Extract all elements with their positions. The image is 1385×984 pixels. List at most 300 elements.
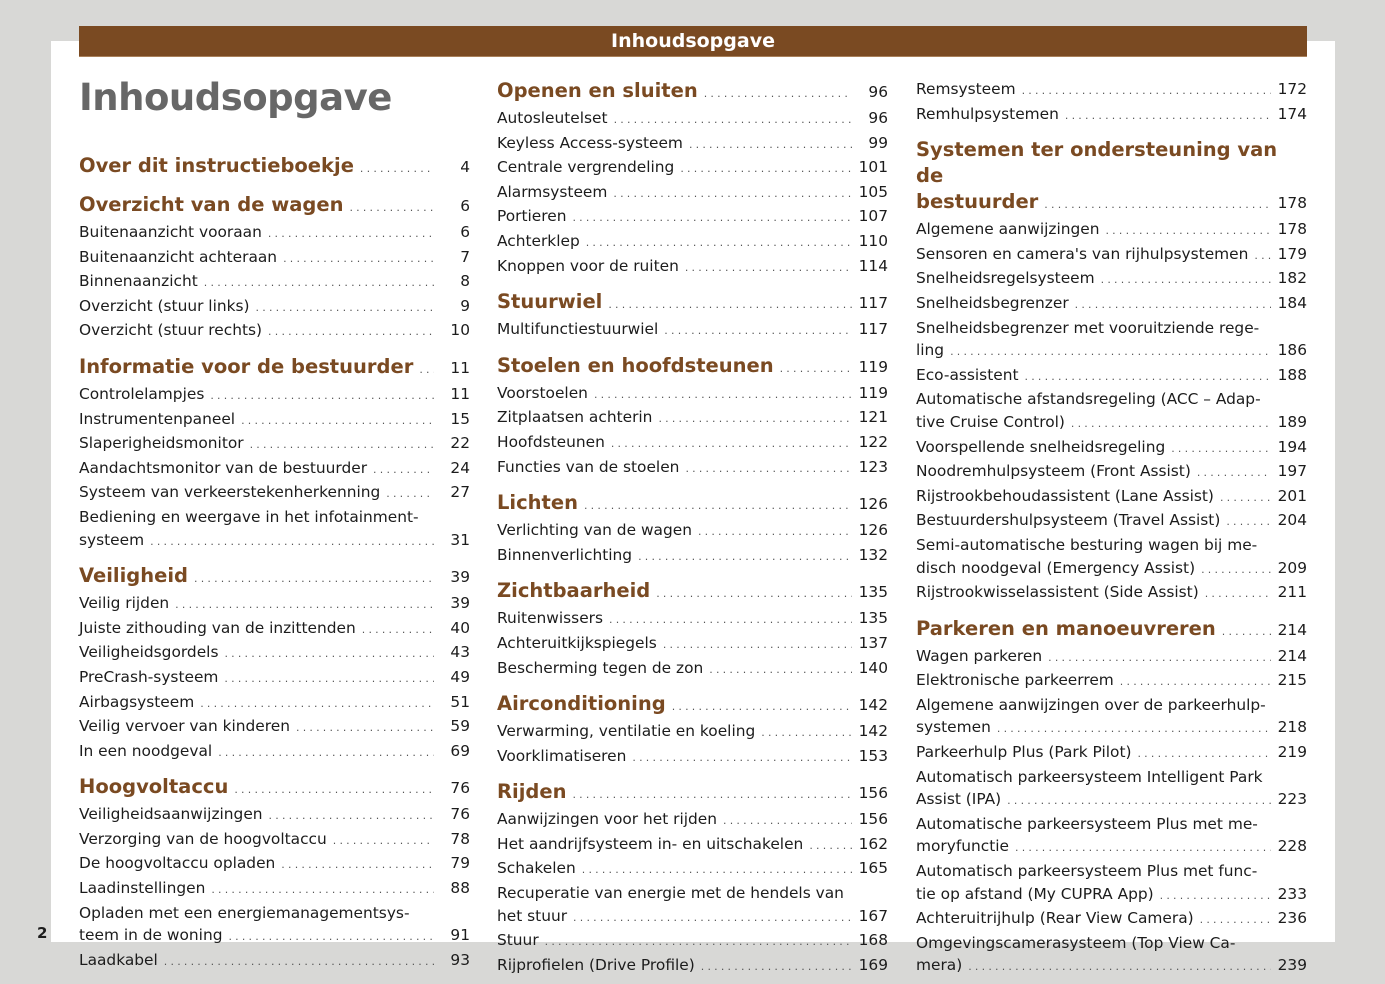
entry-page-number: 186 (1277, 341, 1307, 360)
toc-entry-link[interactable] (79, 666, 470, 691)
toc-entry-link[interactable] (497, 431, 888, 456)
entry-title: Binnenaanzicht (79, 272, 198, 291)
entry-page-number: 165 (858, 859, 888, 878)
entry-title: Buitenaanzicht achteraan (79, 247, 278, 266)
entry-page-number: 9 (460, 296, 470, 315)
entry-title-line: Automatische parkeersysteem Plus met me- (916, 814, 1258, 833)
chapter-title: Overzicht van de wagen (79, 193, 344, 216)
entry-page-number: 119 (858, 383, 888, 402)
entry-page-number: 182 (1277, 269, 1307, 288)
entry-title: systeem (79, 530, 145, 549)
toc-entry-link[interactable] (497, 406, 888, 431)
dot-leader (250, 434, 434, 457)
dot-leader (419, 357, 434, 383)
entry-title: Systeem van verkeerstekenherkenning (79, 483, 381, 502)
entry-title-last-line (79, 529, 470, 554)
chapter-page-number: 4 (460, 158, 470, 176)
dot-leader (1226, 511, 1271, 534)
toc-entry-link[interactable] (497, 230, 888, 255)
entry-page-number: 135 (858, 609, 888, 628)
dot-leader (1025, 366, 1272, 389)
entry-title: Veiligheidsgordels (79, 643, 219, 662)
entry-title: Het aandrijfsysteem in- en uitschakelen (497, 834, 804, 853)
dot-leader (582, 859, 852, 882)
toc-entry-link[interactable] (916, 645, 1307, 670)
entry-page-number: 24 (450, 458, 470, 477)
entry-title-line: Bediening en weergave in het infotainment- (79, 507, 419, 526)
toc-entry-link[interactable] (497, 318, 888, 343)
entry-title-line: Automatisch parkeersysteem Plus met func- (916, 862, 1258, 881)
entry-title: Aandachtsmonitor van de bestuurder (79, 458, 368, 477)
toc-entry-link[interactable] (497, 132, 888, 157)
chapter-page-number: 76 (450, 779, 470, 798)
toc-entry-link[interactable] (916, 292, 1307, 317)
toc-entry-link[interactable] (497, 632, 888, 657)
chapter-page-number: 39 (450, 568, 470, 587)
toc-entry-link[interactable] (497, 808, 888, 833)
entry-page-number: 214 (1277, 646, 1307, 665)
toc-entry-link[interactable] (79, 740, 470, 765)
dot-leader (761, 722, 852, 745)
toc-entry-link[interactable] (79, 902, 470, 949)
dot-leader (349, 195, 434, 221)
toc-entry-link[interactable] (79, 319, 470, 344)
toc-entry-link[interactable] (916, 436, 1307, 461)
toc-section (497, 490, 888, 568)
toc-entry-link[interactable] (497, 857, 888, 882)
toc-entry-link[interactable] (79, 408, 470, 433)
chapter-page-number: 214 (1277, 620, 1307, 639)
entry-title: Voorspellende snelheidsregeling (916, 437, 1166, 456)
toc-entry-link[interactable] (79, 715, 470, 740)
toc-chapter-link[interactable] (497, 490, 888, 519)
entry-page-number: 79 (450, 854, 470, 873)
toc-entry-link[interactable] (916, 317, 1307, 364)
entry-title: Algemene aanwijzingen (916, 220, 1100, 239)
chapter-page-number: 96 (868, 83, 888, 101)
toc-chapter-link[interactable] (79, 774, 470, 803)
dot-leader (950, 341, 1271, 364)
entry-title: Bescherming tegen de zon (497, 658, 704, 677)
entry-title-line: Automatische afstandsregeling (ACC – Adap- (916, 390, 1261, 409)
toc-section (916, 616, 1307, 979)
chapter-title: Stoelen en hoofdsteunen (497, 353, 774, 377)
entry-title-last-line (79, 924, 470, 949)
entry-title: Veiligheidsaanwijzingen (79, 805, 263, 824)
dot-leader (1105, 220, 1271, 243)
toc-entry-link[interactable] (79, 641, 470, 666)
dot-leader (1137, 743, 1271, 766)
toc-entry-link[interactable] (916, 534, 1307, 581)
toc-entry-link[interactable] (79, 432, 470, 457)
entry-page-number: 40 (450, 618, 470, 637)
toc-entry-link[interactable] (916, 460, 1307, 485)
entry-page-number: 142 (858, 722, 888, 741)
toc-entry-link[interactable] (916, 766, 1307, 813)
toc-chapter-link[interactable] (497, 289, 888, 318)
dot-leader (1075, 294, 1271, 317)
entry-title: Laadinstellingen (79, 879, 206, 898)
dot-leader (360, 156, 434, 182)
entry-page-number: 201 (1277, 486, 1307, 505)
toc-entry-link[interactable] (497, 607, 888, 632)
dot-leader (608, 292, 852, 318)
chapter-title: Rijden (497, 780, 567, 804)
dot-leader (545, 931, 852, 954)
entry-page-number: 178 (1277, 220, 1307, 239)
toc-entry-link[interactable] (79, 691, 470, 716)
entry-title: Achteruitrijhulp (Rear View Camera) (916, 909, 1194, 928)
entry-title: tive Cruise Control) (916, 412, 1065, 431)
dot-leader (386, 483, 434, 506)
entry-page-number: 167 (858, 906, 888, 925)
entry-page-number: 22 (450, 434, 470, 453)
dot-leader (1201, 559, 1271, 582)
entry-title: Eco-assistent (916, 365, 1019, 384)
dot-leader (780, 356, 852, 382)
dot-leader (586, 232, 852, 255)
dot-leader (1048, 647, 1271, 670)
entry-page-number: 174 (1277, 104, 1307, 123)
toc-entry-link[interactable] (79, 246, 470, 271)
entry-page-number: 99 (868, 133, 888, 152)
entry-page-number: 122 (858, 432, 888, 451)
toc-entry-link[interactable] (916, 388, 1307, 435)
entry-title: Keyless Access-systeem (497, 133, 683, 152)
entry-page-number: 162 (858, 834, 888, 853)
dot-leader (224, 643, 434, 666)
toc-entry-link[interactable] (79, 295, 470, 320)
dot-leader (164, 951, 434, 974)
entry-title-last-line (916, 788, 1307, 813)
entry-page-number: 78 (450, 829, 470, 848)
entry-page-number: 121 (858, 408, 888, 427)
chapter-title: Stuurwiel (497, 290, 603, 314)
entry-title: het stuur (497, 906, 568, 925)
dot-leader (296, 717, 434, 740)
toc-column-1 (79, 153, 470, 973)
chapter-page-number: 126 (858, 495, 888, 514)
entry-page-number: 49 (450, 667, 470, 686)
page-header-bar: Inhoudsopgave (79, 26, 1307, 57)
entry-title-line: Algemene aanwijzingen over de parkeerhulp- (916, 695, 1266, 714)
dot-leader (256, 297, 434, 320)
toc-entry-link[interactable] (79, 383, 470, 408)
entry-page-number: 209 (1277, 558, 1307, 577)
toc-entry-link[interactable] (79, 949, 470, 974)
toc-entry-link[interactable] (916, 218, 1307, 243)
toc-chapter-link[interactable] (497, 353, 888, 382)
entry-page-number: 223 (1277, 790, 1307, 809)
dot-leader (704, 81, 852, 107)
entry-title: Bestuurdershulpsysteem (Travel Assist) (916, 511, 1221, 530)
toc-entry-link[interactable] (916, 669, 1307, 694)
entry-page-number: 8 (460, 272, 470, 291)
entry-title: Stuur (497, 931, 539, 950)
entry-title: Snelheidsbegrenzer (916, 293, 1069, 312)
toc-chapter-link[interactable] (497, 691, 888, 720)
entry-page-number: 31 (450, 530, 470, 549)
entry-title: Achterklep (497, 231, 580, 250)
page-title: Inhoudsopgave (79, 76, 392, 119)
entry-title: ling (916, 341, 945, 360)
toc-entry-link[interactable] (497, 456, 888, 481)
dot-leader (234, 777, 434, 803)
entry-title-line: Snelheidsbegrenzer met vooruitziende rege- (916, 318, 1260, 337)
entry-title: Snelheidsregelsysteem (916, 269, 1095, 288)
entry-title: Airbagsysteem (79, 692, 195, 711)
toc-chapter-link[interactable] (916, 137, 1307, 218)
toc-entry-link[interactable] (916, 581, 1307, 606)
dot-leader (594, 384, 852, 407)
toc-entry-link[interactable] (497, 519, 888, 544)
chapter-title: Openen en sluiten (497, 79, 698, 102)
entry-page-number: 69 (450, 741, 470, 760)
toc-entry-link[interactable] (916, 860, 1307, 907)
entry-page-number: 91 (450, 926, 470, 945)
toc-section (497, 691, 888, 769)
dot-leader (1220, 487, 1271, 510)
entry-page-number: 101 (858, 158, 888, 177)
chapter-page-number: 142 (858, 696, 888, 715)
toc-entry-link[interactable] (79, 592, 470, 617)
toc-entry-link[interactable] (497, 255, 888, 280)
toc-entry-link[interactable] (497, 720, 888, 745)
dot-leader (268, 223, 434, 246)
dot-leader (194, 566, 434, 592)
toc-chapter-link[interactable] (79, 354, 470, 383)
entry-title: Rijstrookwisselassistent (Side Assist) (916, 583, 1199, 602)
toc-entry-link[interactable] (497, 181, 888, 206)
toc-entry-link[interactable] (497, 205, 888, 230)
entry-title: Juiste zithouding van de inzittenden (79, 618, 356, 637)
dot-leader (241, 410, 434, 433)
chapter-title: Informatie voor de bestuurder (79, 354, 414, 378)
chapter-page-number: 156 (858, 784, 888, 803)
toc-entry-link[interactable] (497, 882, 888, 929)
entry-title: Hoofdsteunen (497, 432, 605, 451)
dot-leader (685, 257, 852, 280)
entry-title-line: Semi-automatische besturing wagen bij me- (916, 535, 1258, 554)
dot-leader (1071, 413, 1271, 436)
entry-page-number: 236 (1277, 909, 1307, 928)
dot-leader (200, 693, 434, 716)
dot-leader (672, 694, 852, 720)
entry-page-number: 197 (1277, 462, 1307, 481)
toc-entry-link[interactable] (79, 481, 470, 506)
entry-title: Wagen parkeren (916, 646, 1043, 665)
toc-entry-link[interactable] (79, 457, 470, 482)
entry-title: Autosleutelset (497, 109, 608, 127)
toc-entry-link[interactable] (497, 833, 888, 858)
toc-section (79, 153, 470, 182)
toc-entry-link[interactable] (497, 382, 888, 407)
entry-title: Schakelen (497, 859, 576, 878)
entry-page-number: 93 (450, 950, 470, 969)
toc-entry-link[interactable] (916, 907, 1307, 932)
toc-entry-link[interactable] (79, 506, 470, 553)
toc-entry-link[interactable] (916, 813, 1307, 860)
entry-page-number: 117 (858, 320, 888, 339)
entry-page-number: 39 (450, 594, 470, 613)
entry-page-number: 169 (858, 955, 888, 974)
entry-page-number: 153 (858, 746, 888, 765)
dot-leader (269, 805, 434, 828)
entry-title: Parkeerhulp Plus (Park Pilot) (916, 743, 1132, 762)
toc-entry-link[interactable] (916, 509, 1307, 534)
dot-leader (150, 531, 434, 554)
entry-title: Slaperigheidsmonitor (79, 434, 244, 453)
toc-column-2 (497, 78, 888, 978)
dot-leader (809, 835, 852, 858)
dot-leader (1222, 619, 1271, 645)
toc-entry-link[interactable] (916, 243, 1307, 268)
entry-title: Elektronische parkeerrem (916, 671, 1114, 690)
entry-title-last-line (916, 411, 1307, 436)
entry-title: Multifunctiestuurwiel (497, 320, 659, 339)
entry-title-line: Opladen met een energiemanagementsys- (79, 903, 410, 922)
chapter-page-number: 178 (1277, 194, 1307, 213)
page-number: 2 (37, 924, 48, 942)
toc-entry-link[interactable] (497, 954, 888, 979)
chapter-title: bestuurder (916, 190, 1039, 214)
entry-page-number: 123 (858, 457, 888, 476)
entry-page-number: 228 (1277, 837, 1307, 856)
toc-entry-link[interactable] (497, 657, 888, 682)
toc-chapter-link[interactable] (916, 616, 1307, 645)
toc-chapter-link[interactable] (497, 78, 888, 107)
toc-chapter-link[interactable] (79, 563, 470, 592)
entry-page-number: 184 (1277, 293, 1307, 312)
dot-leader (663, 634, 852, 657)
toc-chapter-link[interactable] (79, 153, 470, 182)
dot-leader (573, 907, 852, 930)
entry-title: tie op afstand (My CUPRA App) (916, 884, 1154, 903)
entry-page-number: 7 (460, 247, 470, 266)
dot-leader (613, 183, 852, 206)
entry-title-line: Recuperatie van energie met de hendels van (497, 884, 844, 903)
entry-title: Remsysteem (916, 80, 1016, 98)
toc-entry-link[interactable] (916, 694, 1307, 741)
toc-entry-link[interactable] (79, 828, 470, 853)
toc-entry-link[interactable] (916, 267, 1307, 292)
entry-title-last-line (916, 716, 1307, 741)
entry-title: Laadkabel (79, 950, 158, 969)
dot-leader (709, 659, 852, 682)
toc-entry-link[interactable] (916, 364, 1307, 389)
entry-page-number: 10 (450, 321, 470, 340)
toc-section (497, 78, 888, 279)
dot-leader (1197, 462, 1271, 485)
dot-leader (1101, 269, 1271, 292)
toc-entry-link[interactable] (497, 107, 888, 132)
entry-page-number: 168 (858, 931, 888, 950)
chapter-page-number: 11 (450, 358, 470, 377)
dot-leader (1007, 790, 1271, 813)
entry-title: Centrale vergrendeling (497, 158, 675, 177)
entry-title: Alarmsysteem (497, 182, 608, 201)
dot-leader (1200, 909, 1271, 932)
entry-title: Verzorging van de hoogvoltaccu (79, 829, 327, 848)
toc-entry-link[interactable] (79, 877, 470, 902)
dot-leader (685, 458, 852, 481)
entry-title: De hoogvoltaccu opladen (79, 854, 276, 873)
dot-leader (218, 742, 434, 765)
entry-page-number: 188 (1277, 365, 1307, 384)
dot-leader (283, 248, 434, 271)
entry-title: Overzicht (stuur rechts) (79, 321, 263, 340)
entry-title: Ruitenwissers (497, 609, 604, 628)
entry-title: disch noodgeval (Emergency Assist) (916, 558, 1196, 577)
entry-page-number: 219 (1277, 743, 1307, 762)
dot-leader (572, 782, 852, 808)
chapter-page-number: 117 (858, 294, 888, 313)
toc-entry-link[interactable] (79, 617, 470, 642)
entry-page-number: 59 (450, 717, 470, 736)
dot-leader (723, 810, 852, 833)
toc-column-3 (916, 78, 1307, 979)
dot-leader (658, 408, 852, 431)
toc-entry-link[interactable] (916, 485, 1307, 510)
entry-page-number: 76 (450, 805, 470, 824)
entry-title: mera) (916, 956, 963, 975)
entry-page-number: 156 (858, 810, 888, 829)
dot-leader (224, 668, 434, 691)
dot-leader (1044, 192, 1271, 218)
toc-chapter-link[interactable] (79, 192, 470, 221)
dot-leader (1171, 438, 1271, 461)
toc-entry-link[interactable] (79, 852, 470, 877)
entry-title: Controlelampjes (79, 384, 205, 403)
entry-title: systemen (916, 718, 991, 737)
toc-entry-link[interactable] (916, 103, 1307, 128)
entry-page-number: 51 (450, 692, 470, 711)
entry-title-last-line (916, 954, 1307, 979)
entry-page-number: 126 (858, 521, 888, 540)
chapter-title: Over dit instructieboekje (79, 154, 354, 177)
toc-section (497, 779, 888, 978)
entry-page-number: 43 (450, 643, 470, 662)
dot-leader (680, 158, 852, 181)
toc-entry-link[interactable] (497, 745, 888, 770)
toc-chapter-link[interactable] (497, 578, 888, 607)
entry-page-number: 239 (1277, 956, 1307, 975)
dot-leader (333, 830, 434, 853)
entry-title: Rijstrookbehoudassistent (Lane Assist) (916, 486, 1214, 505)
toc-entry-link[interactable] (916, 78, 1307, 103)
toc-entry-link[interactable] (497, 544, 888, 569)
dot-leader (968, 956, 1271, 979)
dot-leader (1015, 837, 1271, 860)
entry-title: Zitplaatsen achterin (497, 408, 653, 427)
toc-entry-link[interactable] (916, 741, 1307, 766)
dot-leader (584, 493, 852, 519)
dot-leader (572, 207, 852, 230)
toc-entry-link[interactable] (497, 929, 888, 954)
toc-entry-link[interactable] (79, 221, 470, 246)
toc-entry-link[interactable] (79, 803, 470, 828)
entry-title-last-line (916, 835, 1307, 860)
entry-page-number: 132 (858, 545, 888, 564)
toc-chapter-link[interactable] (497, 779, 888, 808)
toc-entry-link[interactable] (79, 270, 470, 295)
toc-entry-link[interactable] (916, 932, 1307, 979)
dot-leader (373, 459, 434, 482)
entry-title: Voorklimatiseren (497, 746, 627, 765)
entry-page-number: 218 (1277, 718, 1307, 737)
toc-entry-link[interactable] (497, 156, 888, 181)
entry-page-number: 189 (1277, 412, 1307, 431)
